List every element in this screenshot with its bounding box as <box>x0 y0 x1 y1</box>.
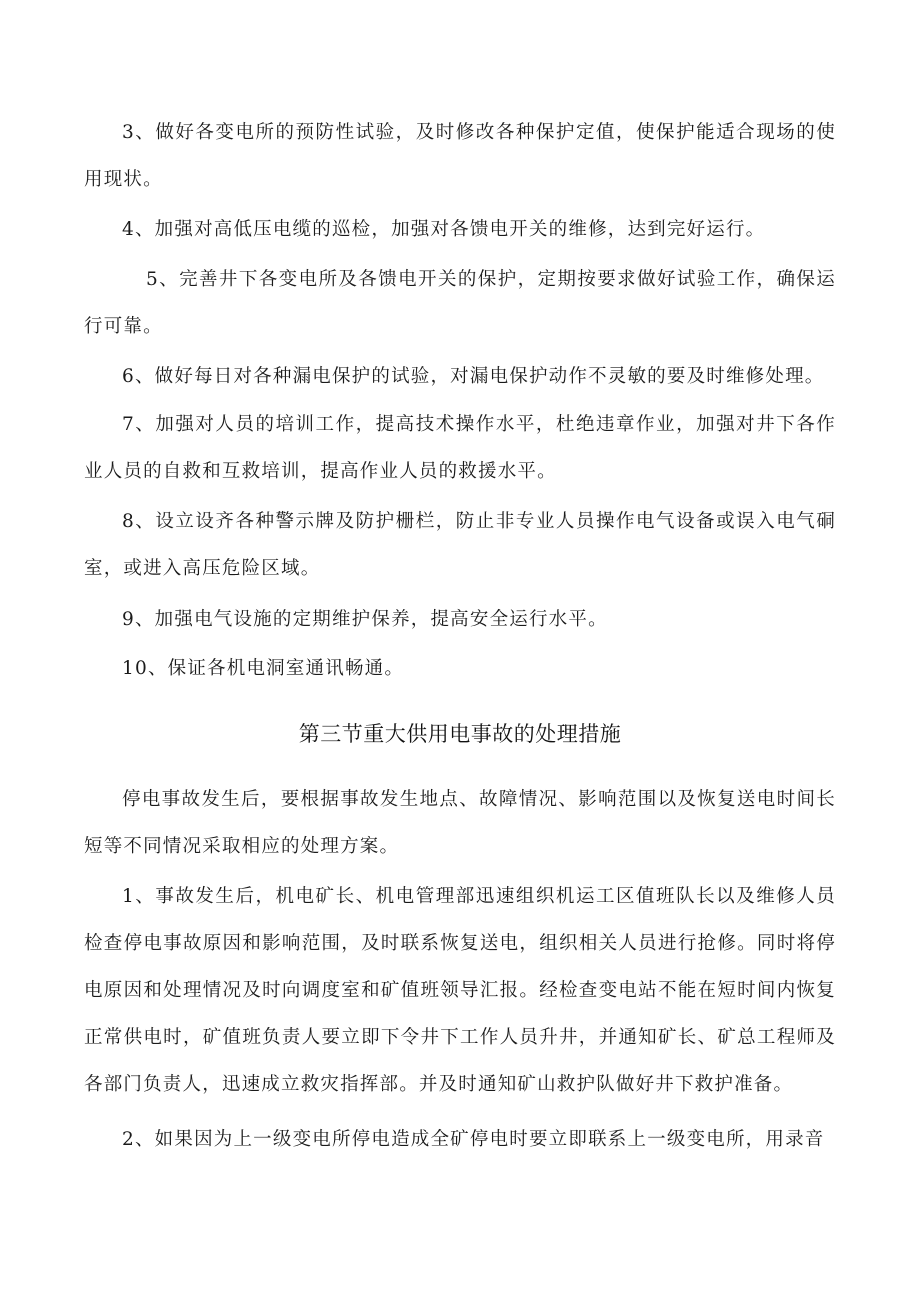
paragraph-measure-2: 2、如果因为上一级变电所停电造成全矿停电时要立即联系上一级变电所，用录音 <box>122 1129 825 1150</box>
paragraph-item-7: 7、加强对人员的培训工作，提高技术操作水平，杜绝违章作业，加强对井下各作业人员的自救和互救培训，提高作业人员的救援水平。 <box>84 414 836 482</box>
section-heading: 第三节重大供用电事故的处理措施 <box>298 722 622 746</box>
paragraph-intro: 停电事故发生后，要根据事故发生地点、故障情况、影响范围以及恢复送电时间长短等不同情况采取相应的处理方案。 <box>84 789 836 857</box>
paragraph-item-9: 9、加强电气设施的定期维护保养，提高安全运行水平。 <box>122 609 608 630</box>
paragraph-item-3: 3、做好各变电所的预防性试验，及时修改各种保护定值，使保护能适合现场的使用现状。 <box>84 122 836 190</box>
paragraph-item-4: 4、加强对高低压电缆的巡检，加强对各馈电开关的维修，达到完好运行。 <box>122 219 766 240</box>
paragraph-item-5: 5、完善井下各变电所及各馈电开关的保护，定期按要求做好试验工作，确保运行可靠。 <box>84 269 836 337</box>
paragraph-item-6: 6、做好每日对各种漏电保护的试验，对漏电保护动作不灵敏的要及时维修处理。 <box>122 366 825 387</box>
paragraph-item-10: 10、保证各机电洞室通讯畅通。 <box>122 658 405 679</box>
paragraph-item-8: 8、设立设齐各种警示牌及防护栅栏，防止非专业人员操作电气设备或误入电气硐室，或进入高压危险区域。 <box>84 511 836 579</box>
paragraph-measure-1: 1、事故发生后，机电矿长、机电管理部迅速组织机运工区值班队长以及维修人员检查停电事故原因和影响范围，及时联系恢复送电，组织相关人员进行抢修。同时将停电原因和处理情况及时向调度室和矿值班领导汇报。经检查变电站不能在短时间内恢复正常供电时，矿值班负责人要立即下令井下工作人员升井，并通知矿长、矿总工程师及各部门负责人，迅速成立救灾指挥部。并及时通知矿山救护队做好井下救护准备。 <box>84 886 836 1095</box>
